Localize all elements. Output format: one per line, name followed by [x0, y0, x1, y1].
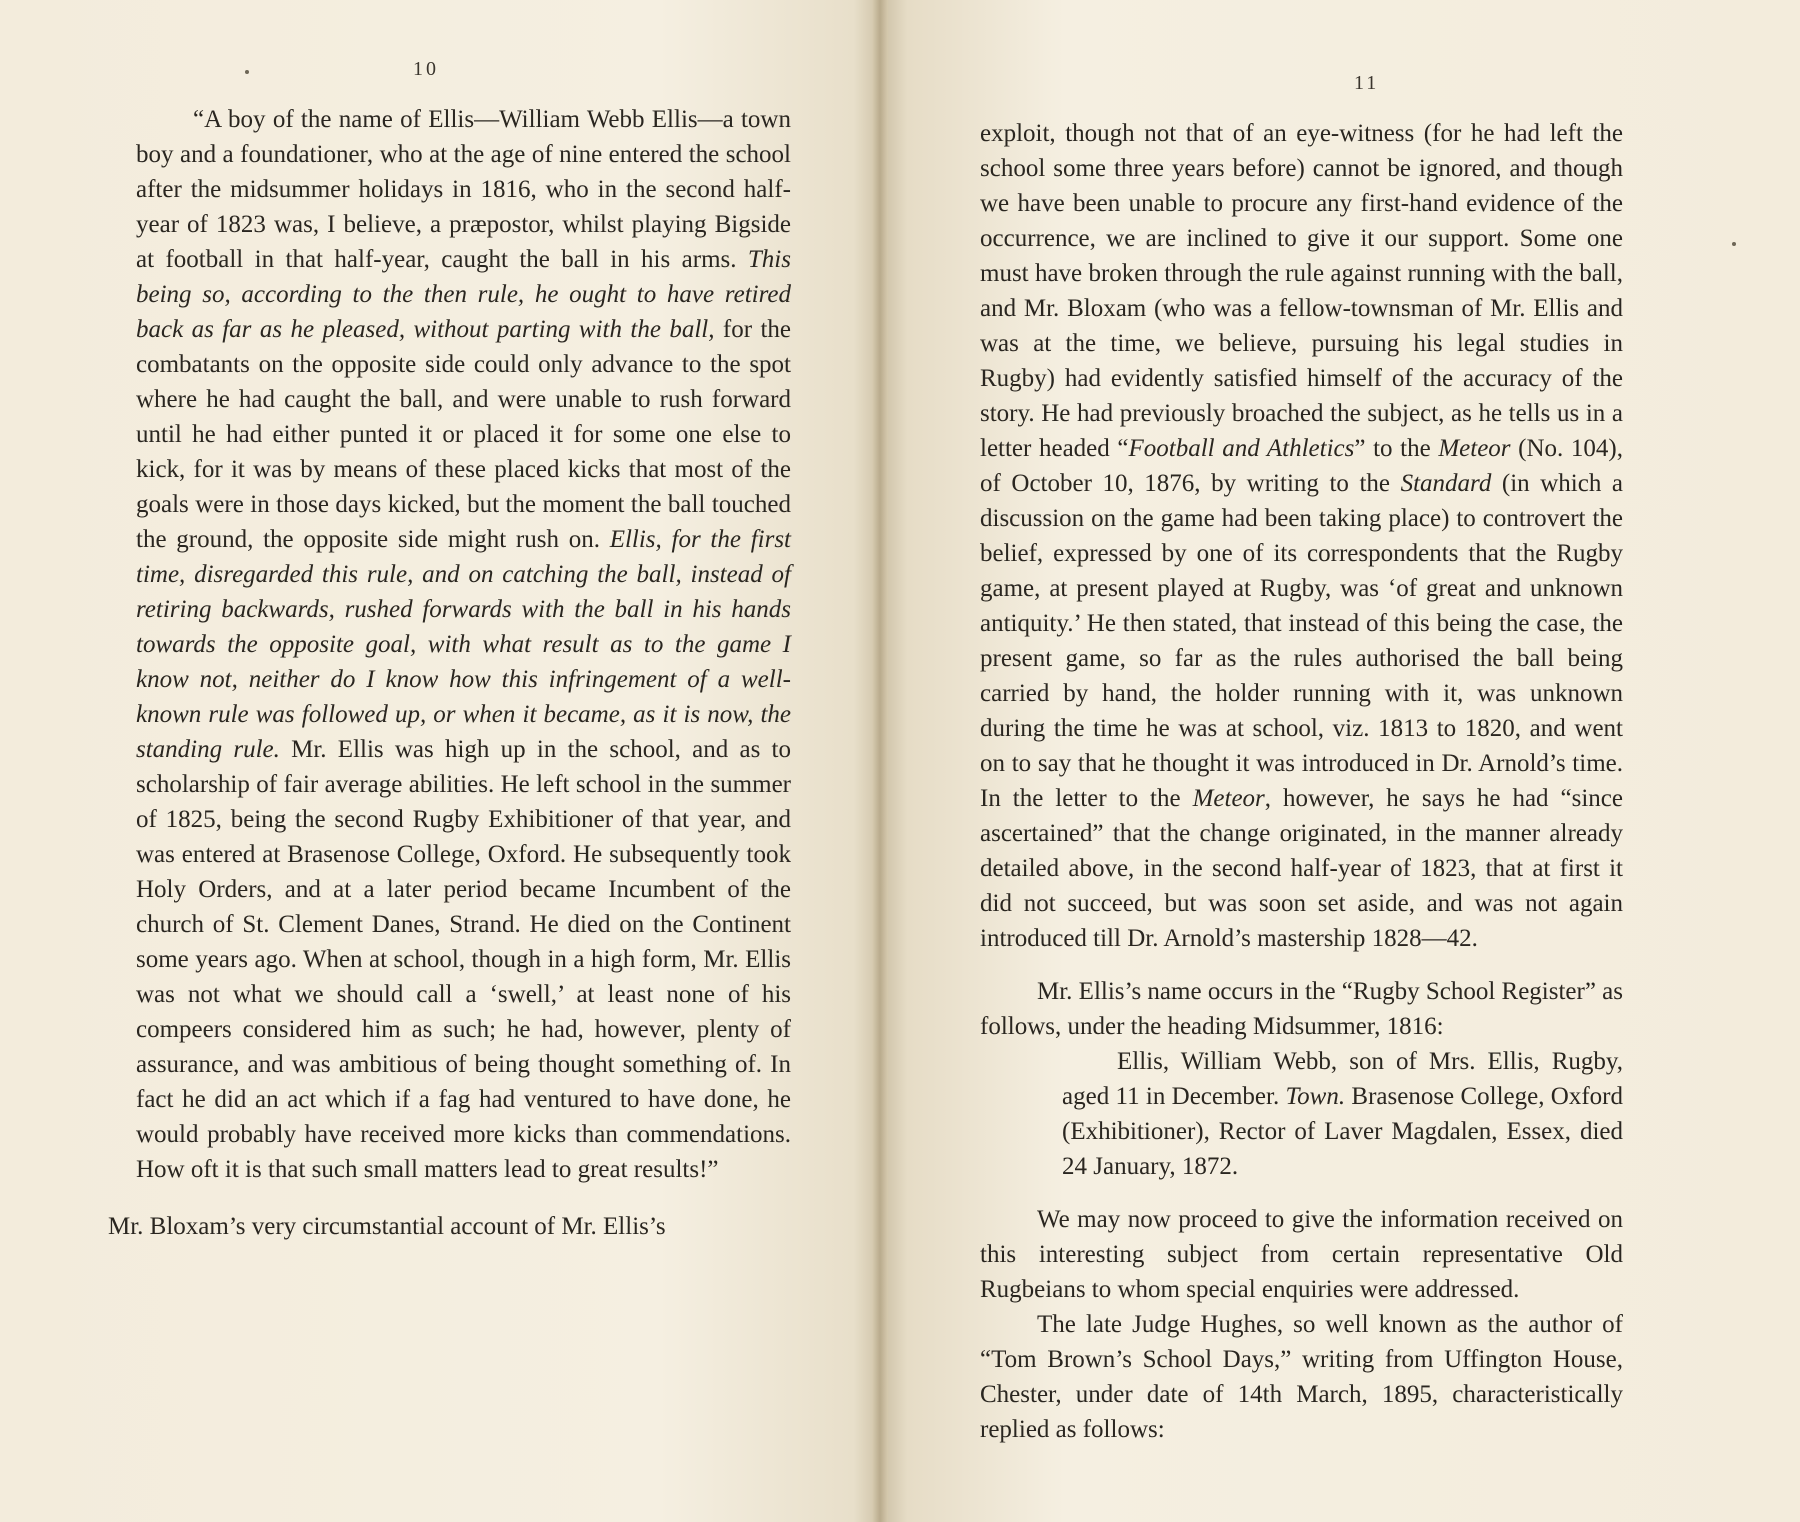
text-segment: , however, he says he had “since ascertained” that the change originated, in the manner already detailed above, in the second half-year of 1823, that at first it did not succeed, but was soon set aside, and was not again introduced till Dr. Arnold’s mastership 1828—42. — [980, 785, 1623, 952]
print-speck — [245, 70, 249, 74]
left-page-text — [108, 102, 791, 1244]
text-segment: (in which a discussion on the game had been taking place) to controvert the belief, expressed by one of its correspondents that the Rugby game, at present played at Rugby, was ‘of great and unknown antiquity.’ He then stated, that instead of this being the case, the present game, so far as the rules authorised the ball being carried by hand, the holder running with it, was unknown during the time he was at school, viz. 1813 to 1820, and went on to say that he thought it was introduced in Dr. Arnold’s time. In the letter to the — [980, 470, 1623, 812]
right-paragraph-judge-hughes — [980, 1307, 1623, 1447]
right-paragraph-old-rugbeians — [980, 1202, 1623, 1307]
text-segment: We may now proceed to give the information received on this interesting subject from certain representative Old Rugbeians to whom special enquiries were addressed. — [980, 1206, 1623, 1303]
italic-segment: Ellis, for the first time, disregarded this rule, and on catching the ball, instead of retiring backwards, rushed forwards with the ball in his hands towards the opposite goal, with what result as to the game I know not, neither do I know how this infringement of a well-known rule was followed up, or when it became, as it is now, the standing rule. — [136, 526, 791, 763]
text-segment: The late Judge Hughes, so well known as the author of “Tom Brown’s School Days,” writing from Uffington House, Chester, under date of 14th March, 1895, characteristically replied as follows: — [980, 1311, 1623, 1443]
left-page — [0, 0, 880, 1522]
text-segment: ” to the — [1354, 435, 1439, 462]
right-page-text — [980, 116, 1623, 1447]
italic-segment: Town. — [1285, 1083, 1346, 1110]
text-segment: for the combatants on the opposite side could only advance to the spot where he had caught the ball, and were unable to rush forward until he had either punted it or placed it for some one else to kick, for it was by means of these placed kicks that most of the goals were in those days kicked, but the moment the ball touched the ground, the opposite side might rush on. — [136, 316, 791, 553]
italic-segment: This being so, according to the then rule, he ought to have retired back as far as he pleased, without parting with the ball, — [136, 246, 791, 343]
print-speck — [1732, 242, 1736, 246]
text-segment: “A boy of the name of Ellis—William Webb Ellis—a town boy and a foundationer, who at the age of nine entered the school after the midsummer holidays in 1816, who in the second half-year of 1823 was, I believe, a præpostor, whilst playing Bigside at football in that half-year, caught the ball in his arms. — [136, 106, 791, 273]
book-gutter — [872, 0, 888, 1522]
right-paragraph-register-intro — [980, 974, 1623, 1044]
text-segment: Brasenose College, Oxford (Exhibitioner), Rector of Laver Magdalen, Essex, died 24 January, 1872. — [1062, 1083, 1623, 1180]
left-closing-line: Mr. Bloxam’s very circumstantial account of Mr. Ellis’s — [108, 1213, 666, 1240]
text-segment: Mr. Ellis’s name occurs in the “Rugby School Register” as follows, under the heading Midsummer, 1816: — [980, 978, 1624, 1040]
text-segment: Mr. Ellis was high up in the school, and as to scholarship of fair average abilities. He left school in the summer of 1825, being the second Rugby Exhibitioner of that year, and was entered at Brasenose College, Oxford. He subsequently took Holy Orders, and at a later period became Incumbent of the church of St. Clement Danes, Strand. He died on the Continent some years ago. When at school, though in a high form, Mr. Ellis was not what we should call a ‘swell,’ at least none of his compeers considered him as such; he had, however, plenty of assurance, and was ambitious of being thought something of. In fact he did an act which if a fag had ventured to have done, he would probably have received more kicks than commendations. How oft it is that such small matters lead to great results!” — [136, 736, 791, 1183]
italic-segment: Football and Athletics — [1128, 435, 1355, 462]
page-number-left: 10 — [413, 58, 439, 80]
register-entry — [1062, 1044, 1623, 1184]
text-segment: (No. 104), of October 10, 1876, by writing to the — [980, 435, 1623, 497]
italic-segment: Standard — [1400, 470, 1492, 497]
page-number-right: 11 — [1354, 72, 1380, 94]
left-paragraph-quote — [136, 102, 791, 1187]
italic-segment: Meteor — [1438, 435, 1511, 462]
text-segment: exploit, though not that of an eye-witness (for he had left the school some three years before) cannot be ignored, and though we have been unable to procure any first-hand evidence of the occurrence, we are inclined to give it our support. Some one must have broken through the rule against running with the ball, and Mr. Bloxam (who was a fellow-townsman of Mr. Ellis and was at the time, we believe, pursuing his legal studies in Rugby) had evidently satisfied himself of the accuracy of the story. He had previously broached the subject, as he tells us in a letter headed “ — [980, 120, 1623, 462]
right-page — [880, 0, 1800, 1522]
right-paragraph-continuation — [980, 116, 1623, 956]
italic-segment: Meteor — [1192, 785, 1265, 812]
text-segment: Ellis, William Webb, son of Mrs. Ellis, Rugby, aged 11 in December. — [1062, 1048, 1623, 1110]
